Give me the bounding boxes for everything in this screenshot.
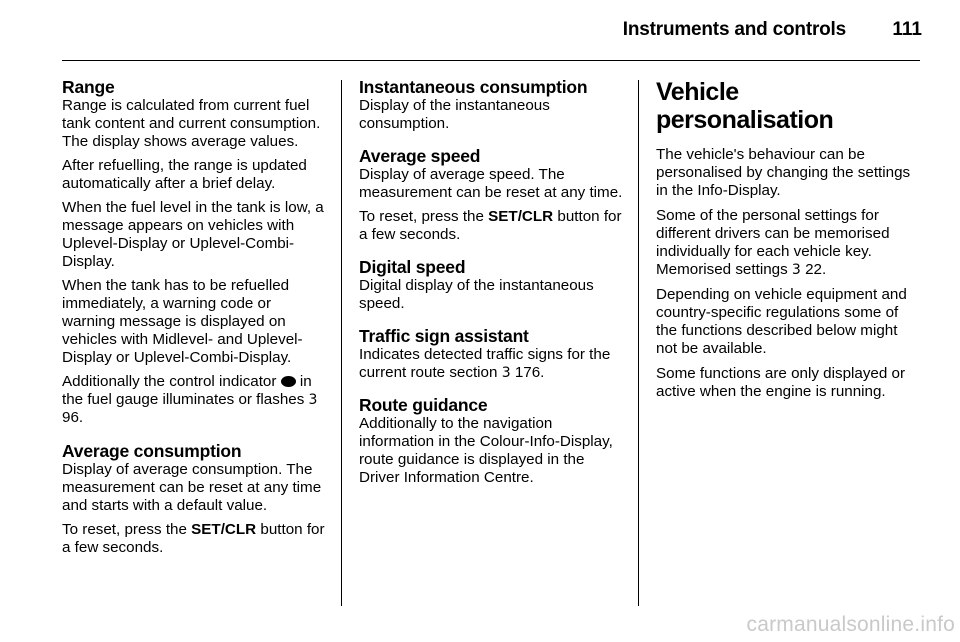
page-number: 111 xyxy=(892,19,922,40)
column-divider-1 xyxy=(341,80,342,606)
button-name: SET/CLR xyxy=(191,521,257,538)
text: Some of the personal settings for different drivers can be memorised individually for each vehicle key. Memorised settings xyxy=(656,207,890,278)
text: in the fuel gauge illuminates or flashes xyxy=(62,373,312,408)
paragraph xyxy=(62,373,328,427)
page-reference-icon: 3 xyxy=(501,365,511,381)
paragraph: Range is calculated from current fuel tank content and current consumption. The display shows average values. xyxy=(62,97,321,150)
paragraph: After refuelling, the range is updated automatically after a brief delay. xyxy=(62,157,307,192)
page-reference-icon: 3 xyxy=(308,392,318,408)
text: Additionally the control indicator xyxy=(62,373,277,390)
column-left xyxy=(62,78,328,563)
text: button for a few seconds. xyxy=(359,208,622,243)
column-middle xyxy=(359,78,625,493)
column-divider-2 xyxy=(638,80,639,606)
paragraph xyxy=(62,521,328,557)
page-reference[interactable]: 96. xyxy=(62,409,84,426)
paragraph: Display of average consumption. The measurement can be reset at any time and starts with a default value. xyxy=(62,461,322,514)
paragraph: Display of average speed. The measurement can be reset at any time. xyxy=(359,166,623,201)
watermark: carmanualsonline.info xyxy=(746,613,955,636)
page-reference[interactable]: 22. xyxy=(805,261,827,278)
section-title-vehicle-personalisation: Vehicle personalisation xyxy=(656,78,834,134)
paragraph: Additionally to the navigation information in the Colour-Info-Display, route guidance is displayed in the Driver Information Centre. xyxy=(359,415,613,486)
paragraph xyxy=(656,207,922,279)
page-reference-icon: 3 xyxy=(791,262,801,278)
section-heading-average-consumption: Average consumption xyxy=(62,441,242,461)
paragraph: When the tank has to be refuelled immediately, a warning code or warning message is displayed on vehicles with Midlevel- and Uplevel-Display or Uplevel-Combi-Display. xyxy=(62,277,303,366)
section-heading-route-guidance: Route guidance xyxy=(359,395,488,415)
text: To reset, press the xyxy=(62,521,187,538)
paragraph: Digital display of the instantaneous speed. xyxy=(359,277,594,312)
section-heading-instantaneous-consumption: Instantaneous consumption xyxy=(359,77,588,97)
paragraph xyxy=(359,346,625,382)
section-heading-range: Range xyxy=(62,77,115,97)
paragraph: Some functions are only displayed or active when the engine is running. xyxy=(656,365,906,400)
paragraph: When the fuel level in the tank is low, a message appears on vehicles with Uplevel-Display or Uplevel-Combi-Display. xyxy=(62,199,324,270)
button-name: SET/CLR xyxy=(488,208,554,225)
paragraph xyxy=(359,208,625,244)
column-right xyxy=(656,78,922,408)
section-heading-traffic-sign-assistant: Traffic sign assistant xyxy=(359,326,529,346)
paragraph: Display of the instantaneous consumption. xyxy=(359,97,550,132)
page-header-title: Instruments and controls xyxy=(622,19,846,40)
text: To reset, press the xyxy=(359,208,484,225)
paragraph: The vehicle's behaviour can be personalised by changing the settings in the Info-Display. xyxy=(656,146,911,199)
text: button for a few seconds. xyxy=(62,521,325,556)
paragraph: Depending on vehicle equipment and country-specific regulations some of the functions described below might not be available. xyxy=(656,286,907,357)
fuel-indicator-icon xyxy=(281,376,296,387)
page-reference[interactable]: 176. xyxy=(514,364,545,381)
section-heading-average-speed: Average speed xyxy=(359,146,481,166)
section-heading-digital-speed: Digital speed xyxy=(359,257,466,277)
text: Indicates detected traffic signs for the current route section xyxy=(359,346,611,381)
header-divider xyxy=(62,60,920,61)
